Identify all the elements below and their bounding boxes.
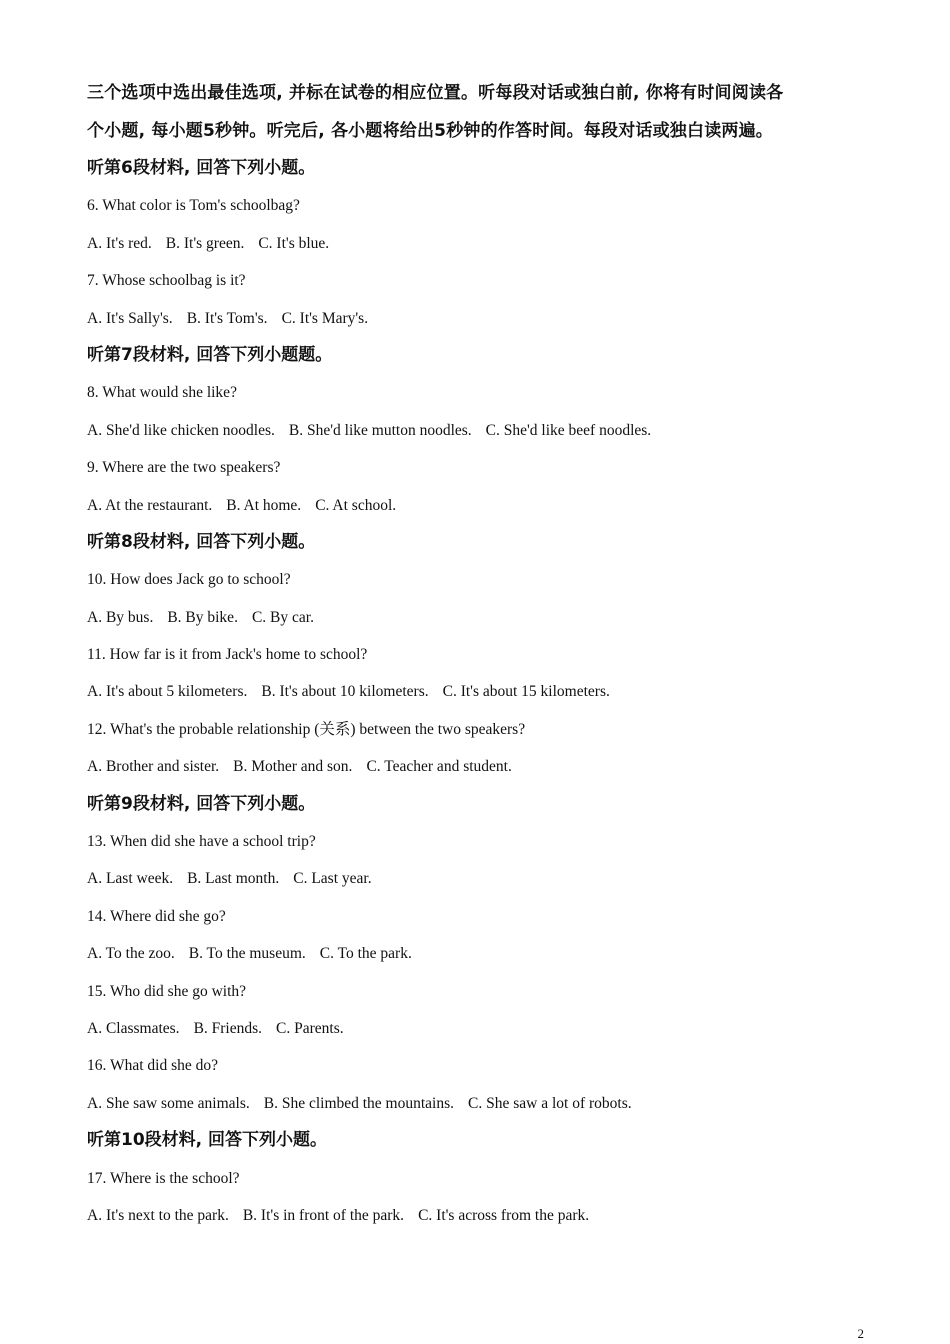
instructions bbox=[87, 74, 877, 150]
answer-option: B. By bike. bbox=[167, 608, 238, 626]
answer-option: B. Mother and son. bbox=[233, 758, 353, 776]
exam-page bbox=[87, 74, 877, 1234]
answer-option: B. At home. bbox=[226, 496, 302, 514]
question-text: 6. What color is Tom's schoolbag? bbox=[87, 197, 300, 215]
answer-option: C. She saw a lot of robots. bbox=[468, 1094, 632, 1112]
answer-option: C. Last year. bbox=[293, 870, 372, 888]
answer-option: C. Teacher and student. bbox=[366, 758, 512, 776]
question-text: 7. Whose schoolbag is it? bbox=[87, 272, 246, 290]
section-heading: 听第10段材料, 回答下列小题。 bbox=[87, 1130, 328, 1151]
answer-options bbox=[87, 1010, 877, 1047]
answer-options bbox=[87, 860, 877, 897]
answer-option: A. Classmates. bbox=[87, 1019, 180, 1037]
answer-option: C. It's blue. bbox=[258, 234, 330, 252]
question-text: 13. When did she have a school trip? bbox=[87, 833, 316, 851]
page-number: 2 bbox=[857, 1326, 864, 1341]
question-text: 17. Where is the school? bbox=[87, 1169, 240, 1187]
answer-option: B. It's in front of the park. bbox=[242, 1206, 405, 1224]
answer-options bbox=[87, 300, 877, 337]
section-heading: 听第9段材料, 回答下列小题。 bbox=[87, 793, 316, 814]
answer-option: B. She'd like mutton noodles. bbox=[288, 421, 472, 439]
question-text: 15. Who did she go with? bbox=[87, 982, 247, 1000]
answer-option: A. By bus. bbox=[87, 608, 154, 626]
answer-option: B. Last month. bbox=[187, 870, 280, 888]
answer-option: A. It's about 5 kilometers. bbox=[87, 683, 248, 701]
answer-options bbox=[87, 1197, 877, 1234]
answer-option: C. It's across from the park. bbox=[418, 1206, 590, 1224]
answer-option: A. It's red. bbox=[87, 234, 152, 252]
answer-option: A. She saw some animals. bbox=[87, 1094, 250, 1112]
answer-option: A. To the zoo. bbox=[87, 945, 175, 963]
answer-option: B. To the museum. bbox=[188, 945, 306, 963]
answer-option: A. Last week. bbox=[87, 870, 174, 888]
question-text: 10. How does Jack go to school? bbox=[87, 571, 291, 589]
section-heading: 听第6段材料, 回答下列小题。 bbox=[87, 158, 316, 178]
instructions-line: 三个选项中选出最佳选项, 并标在试卷的相应位置。听每段对话或独白前, 你将有时间阅读各 bbox=[87, 83, 784, 103]
answer-options bbox=[87, 412, 877, 449]
answer-option: C. Parents. bbox=[276, 1019, 344, 1037]
answer-options bbox=[87, 487, 877, 524]
answer-option: C. It's Mary's. bbox=[281, 309, 369, 327]
answer-option: A. She'd like chicken noodles. bbox=[87, 421, 275, 439]
answer-options bbox=[87, 225, 877, 262]
answer-options bbox=[87, 599, 877, 636]
question-text: 8. What would she like? bbox=[87, 384, 237, 402]
question-text: 14. Where did she go? bbox=[87, 907, 226, 925]
answer-option: B. It's green. bbox=[165, 234, 245, 252]
answer-option: C. She'd like beef noodles. bbox=[485, 421, 652, 439]
question-text: 12. What's the probable relationship (关系) between the two speakers? bbox=[87, 720, 526, 738]
answer-option: C. At school. bbox=[315, 496, 397, 514]
answer-option: C. By car. bbox=[251, 608, 314, 626]
section-heading: 听第8段材料, 回答下列小题。 bbox=[87, 531, 316, 552]
answer-options bbox=[87, 1085, 877, 1122]
answer-option: A. It's next to the park. bbox=[87, 1206, 229, 1224]
answer-option: B. Friends. bbox=[193, 1019, 263, 1037]
answer-options bbox=[87, 748, 877, 785]
answer-option: C. It's about 15 kilometers. bbox=[442, 683, 610, 701]
question-text: 16. What did she do? bbox=[87, 1057, 219, 1075]
answer-option: A. It's Sally's. bbox=[87, 309, 173, 327]
answer-option: B. She climbed the mountains. bbox=[263, 1094, 455, 1112]
question-text: 11. How far is it from Jack's home to school? bbox=[87, 646, 368, 664]
answer-options bbox=[87, 935, 877, 972]
question-text: 9. Where are the two speakers? bbox=[87, 459, 281, 477]
answer-options bbox=[87, 673, 877, 710]
answer-option: A. At the restaurant. bbox=[87, 496, 213, 514]
section-heading: 听第7段材料, 回答下列小题题。 bbox=[87, 344, 333, 365]
answer-option: B. It's Tom's. bbox=[186, 309, 268, 327]
answer-option: C. To the park. bbox=[319, 945, 412, 963]
answer-option: A. Brother and sister. bbox=[87, 758, 220, 776]
instructions-line: 个小题, 每小题5秒钟。听完后, 各小题将给出5秒钟的作答时间。每段对话或独白读两遍。 bbox=[87, 121, 774, 141]
answer-option: B. It's about 10 kilometers. bbox=[261, 683, 429, 701]
listening-sections bbox=[87, 150, 877, 1234]
